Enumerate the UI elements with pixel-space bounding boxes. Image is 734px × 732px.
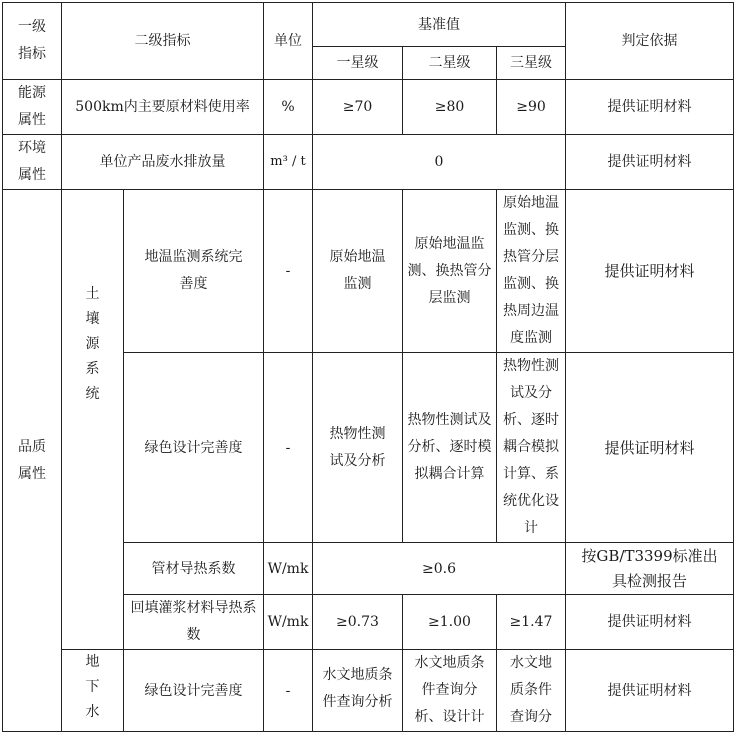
unit-backfill-conductivity: W/mk bbox=[264, 595, 313, 650]
header-unit: 单位 bbox=[264, 3, 313, 80]
basis-pipe-conductivity: 按GB/T3399标准出具检测报告 bbox=[566, 543, 734, 595]
value-material-usage-3: ≥90 bbox=[497, 80, 566, 135]
category-environment: 环境属性 bbox=[3, 135, 62, 190]
indicator-monitoring: 地温监测系统完善度 bbox=[124, 190, 264, 353]
value-backfill-conductivity-1: ≥0.73 bbox=[313, 595, 403, 650]
unit-pipe-conductivity: W/mk bbox=[264, 543, 313, 595]
basis-material-usage: 提供证明材料 bbox=[566, 80, 734, 135]
basis-monitoring: 提供证明材料 bbox=[566, 190, 734, 353]
basis-backfill-conductivity: 提供证明材料 bbox=[566, 595, 734, 650]
value-monitoring-2: 原始地温监测、换热管分层监测 bbox=[403, 190, 497, 353]
subsystem-groundwater bbox=[62, 650, 124, 732]
unit-green-design-soil: - bbox=[264, 353, 313, 543]
indicator-backfill-conductivity: 回填灌浆材料导热系数 bbox=[124, 595, 264, 650]
category-energy: 能源属性 bbox=[3, 80, 62, 135]
value-pipe-conductivity: ≥0.6 bbox=[313, 543, 566, 595]
value-backfill-conductivity-3: ≥1.47 bbox=[497, 595, 566, 650]
value-monitoring-3: 原始地温监测、换热管分层监测、换热周边温度监测 bbox=[497, 190, 566, 353]
header-star3: 三星级 bbox=[497, 47, 566, 80]
indicator-pipe-conductivity: 管材导热系数 bbox=[124, 543, 264, 595]
value-green-design-water-1: 水文地质条件查询分析 bbox=[313, 650, 403, 732]
unit-material-usage: % bbox=[264, 80, 313, 135]
indicator-green-design-soil: 绿色设计完善度 bbox=[124, 353, 264, 543]
standard-table bbox=[2, 2, 734, 732]
unit-wastewater: m³ / t bbox=[264, 135, 313, 190]
header-star2: 二星级 bbox=[403, 47, 497, 80]
unit-monitoring: - bbox=[264, 190, 313, 353]
value-green-design-soil-2: 热物性测试及分析、逐时模拟耦合计算 bbox=[403, 353, 497, 543]
subsystem-soil-label: 土壤源系统 bbox=[85, 286, 100, 402]
subsystem-soil bbox=[62, 190, 124, 650]
header-level2: 二级指标 bbox=[62, 3, 264, 80]
header-baseline: 基准值 bbox=[313, 3, 566, 47]
indicator-material-usage: 500km内主要原材料使用率 bbox=[62, 80, 264, 135]
value-wastewater: 0 bbox=[313, 135, 566, 190]
indicator-green-design-water: 绿色设计完善度 bbox=[124, 650, 264, 732]
header-level1: 一级指标 bbox=[3, 3, 62, 80]
basis-green-design-water: 提供证明材料 bbox=[566, 650, 734, 732]
indicator-wastewater: 单位产品废水排放量 bbox=[62, 135, 264, 190]
value-green-design-water-3: 水文地质条件查询分 bbox=[497, 650, 566, 732]
basis-wastewater: 提供证明材料 bbox=[566, 135, 734, 190]
value-backfill-conductivity-2: ≥1.00 bbox=[403, 595, 497, 650]
category-quality: 品质属性 bbox=[3, 190, 62, 732]
unit-green-design-water: - bbox=[264, 650, 313, 732]
value-green-design-water-2: 水文地质条件查询分析、设计计 bbox=[403, 650, 497, 732]
basis-green-design-soil: 提供证明材料 bbox=[566, 353, 734, 543]
value-material-usage-2: ≥80 bbox=[403, 80, 497, 135]
value-material-usage-1: ≥70 bbox=[313, 80, 403, 135]
subsystem-groundwater-label: 地下水 bbox=[85, 654, 100, 720]
value-green-design-soil-1: 热物性测试及分析 bbox=[313, 353, 403, 543]
header-basis: 判定依据 bbox=[566, 3, 734, 80]
value-green-design-soil-3: 热物性测试及分析、逐时耦合模拟计算、系统优化设计 bbox=[497, 353, 566, 543]
header-star1: 一星级 bbox=[313, 47, 403, 80]
value-monitoring-1: 原始地温监测 bbox=[313, 190, 403, 353]
